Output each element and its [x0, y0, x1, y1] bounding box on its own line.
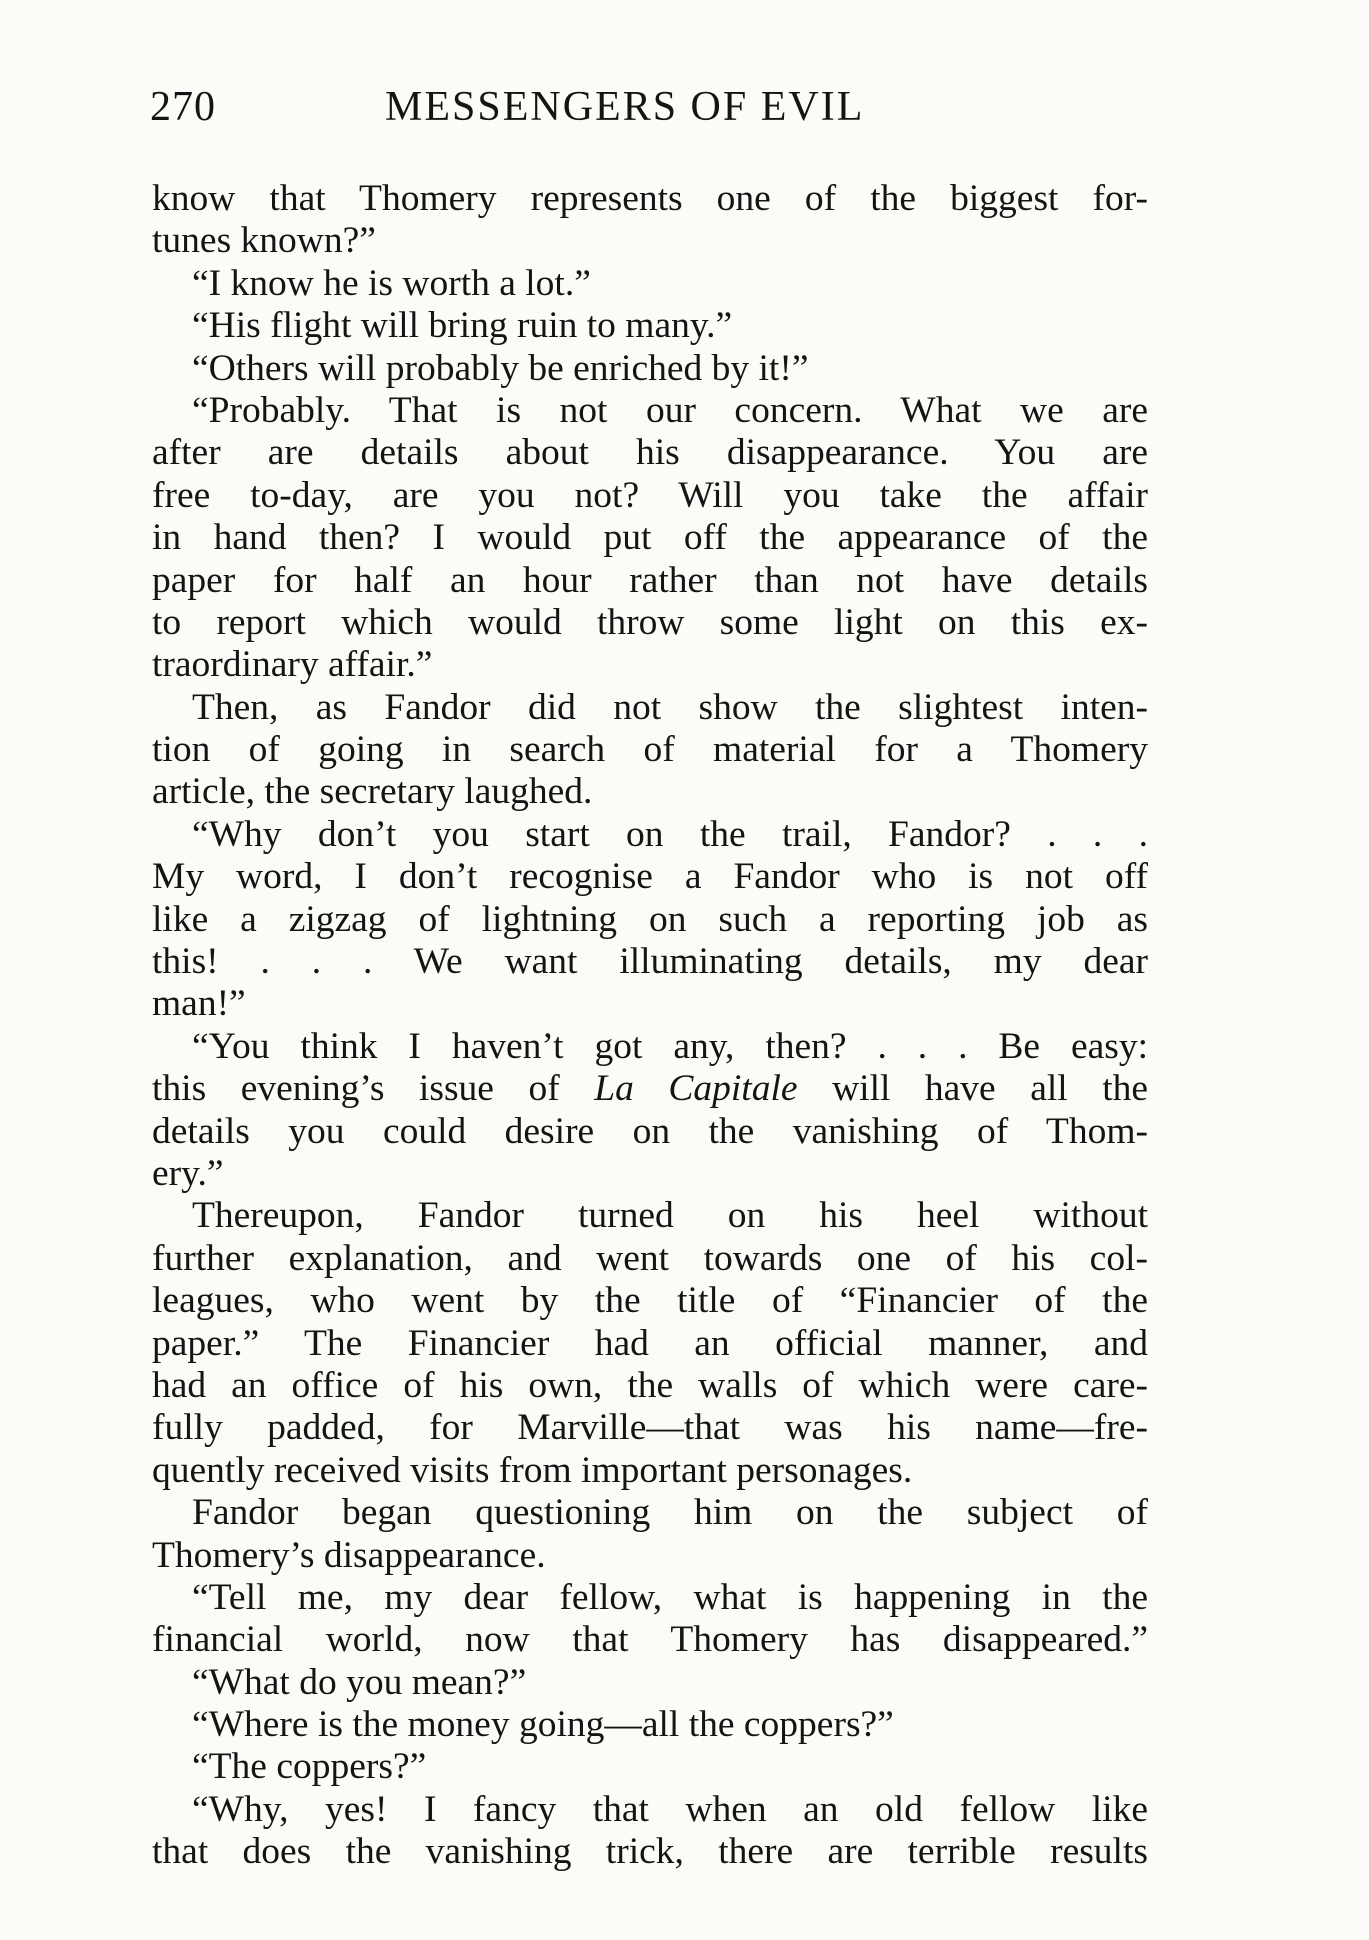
text-line: tion of going in search of material for a Thomery	[152, 729, 1148, 771]
text-line: “Where is the money going—all the coppers?”	[192, 1704, 894, 1746]
text-line: “Why, yes! I fancy that when an old fellow like	[192, 1788, 1148, 1830]
text-line	[152, 1068, 1148, 1110]
text-line: to report which would throw some light on this ex-	[152, 601, 1148, 643]
text-line: quently received visits from important personages.	[152, 1449, 913, 1491]
text-line: “Tell me, my dear fellow, what is happening in the	[192, 1576, 1148, 1618]
text-line: “You think I haven’t got any, then? . . . Be easy:	[192, 1025, 1148, 1067]
text-line: Then, as Fandor did not show the slightest inten-	[192, 686, 1148, 728]
text-line: “The coppers?”	[192, 1746, 427, 1788]
text-line: further explanation, and went towards one of his col-	[152, 1237, 1148, 1279]
text-line: this! . . . We want illuminating details, my dear	[152, 941, 1148, 983]
text-fragment: will have all the	[832, 1068, 1149, 1110]
body-text	[152, 178, 1148, 1874]
text-line: article, the secretary laughed.	[152, 771, 593, 813]
text-line: in hand then? I would put off the appearance of the	[152, 517, 1148, 559]
text-line: that does the vanishing trick, there are terrible results	[152, 1831, 1148, 1873]
text-line: leagues, who went by the title of “Financier of the	[152, 1280, 1148, 1322]
text-line: “His flight will bring ruin to many.”	[192, 305, 733, 347]
newspaper-title: La Capitale	[594, 1068, 798, 1110]
text-line: man!”	[152, 983, 246, 1025]
text-line: tunes known?”	[152, 220, 376, 262]
text-line: “What do you mean?”	[192, 1661, 527, 1703]
text-line: like a zigzag of lightning on such a reporting job as	[152, 898, 1148, 940]
text-line: Thereupon, Fandor turned on his heel without	[192, 1195, 1148, 1237]
text-line: My word, I don’t recognise a Fandor who is not off	[152, 856, 1148, 898]
page-number: 270	[150, 84, 216, 130]
text-line: know that Thomery represents one of the biggest for-	[152, 178, 1148, 219]
page-header	[150, 83, 1150, 143]
text-line: “I know he is worth a lot.”	[192, 262, 591, 304]
text-fragment: this evening’s issue of	[152, 1068, 560, 1110]
text-line: Thomery’s disappearance.	[152, 1534, 546, 1576]
text-line: details you could desire on the vanishing of Thom-	[152, 1110, 1148, 1152]
text-line: after are details about his disappearance. You are	[152, 432, 1148, 474]
text-line: traordinary affair.”	[152, 644, 433, 686]
text-line: paper for half an hour rather than not have details	[152, 559, 1148, 601]
text-line: “Probably. That is not our concern. What we are	[192, 389, 1148, 431]
running-title: MESSENGERS OF EVIL	[385, 84, 865, 130]
text-line: fully padded, for Marville—that was his name—fre-	[152, 1407, 1148, 1449]
text-line: “Others will probably be enriched by it!”	[192, 347, 809, 389]
text-line: free to-day, are you not? Will you take the affair	[152, 474, 1148, 516]
text-line: ery.”	[152, 1152, 224, 1194]
text-line: had an office of his own, the walls of which were care-	[152, 1364, 1148, 1406]
text-line: Fandor began questioning him on the subject of	[192, 1492, 1148, 1534]
text-line: financial world, now that Thomery has disappeared.”	[152, 1619, 1148, 1661]
text-line: “Why don’t you start on the trail, Fandor? . . .	[192, 813, 1148, 855]
text-line: paper.” The Financier had an official manner, and	[152, 1322, 1148, 1364]
